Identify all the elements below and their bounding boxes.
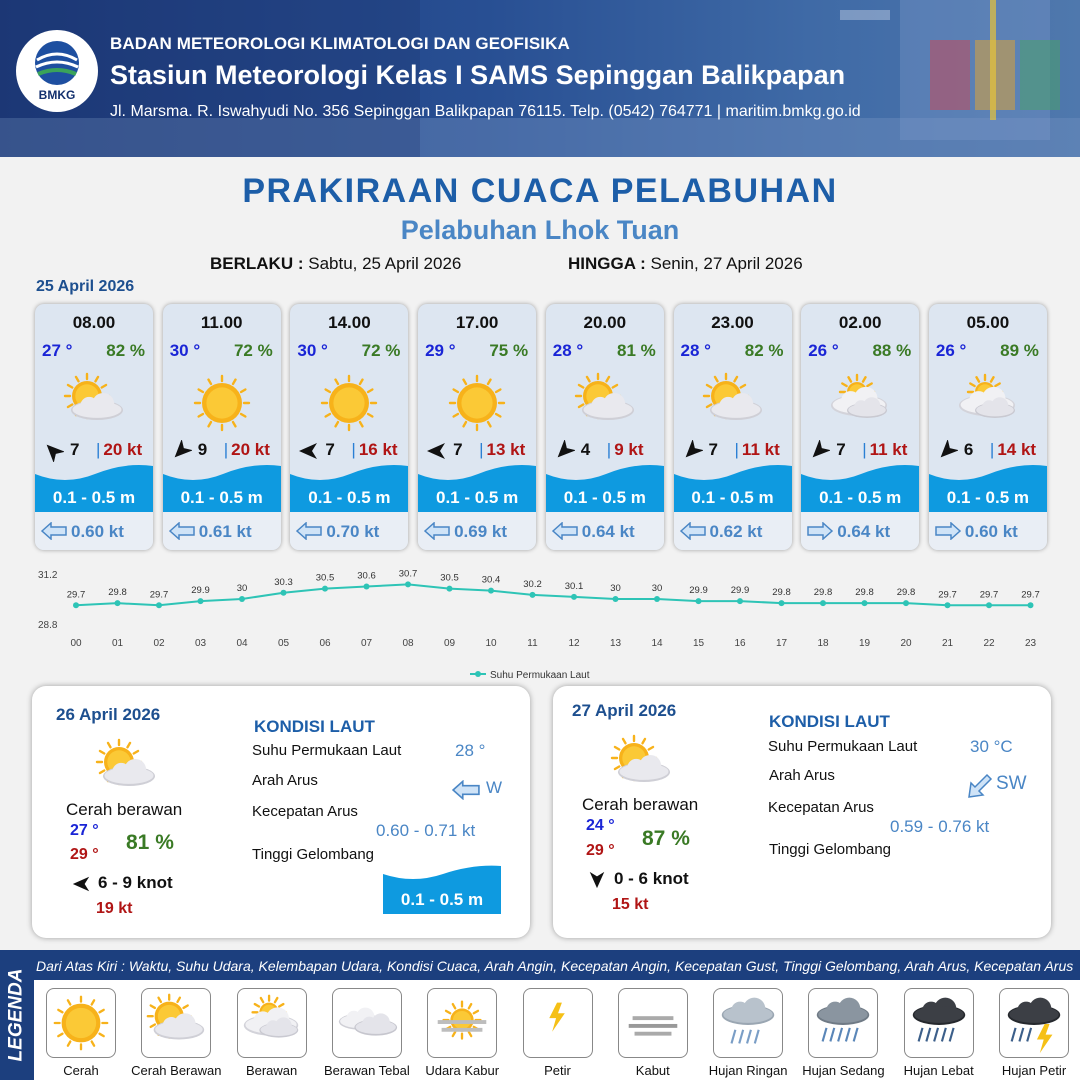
data-point bbox=[488, 588, 494, 594]
data-label: 29.8 bbox=[855, 587, 874, 599]
legend-item-label: Petir bbox=[544, 1063, 571, 1078]
card-wave-height: 0.1 - 0.5 m bbox=[819, 488, 902, 507]
bmkg-emblem-icon bbox=[32, 40, 82, 86]
day2-wave-label: Tinggi Gelombang bbox=[252, 846, 375, 863]
data-point bbox=[115, 600, 121, 606]
x-tick-label: 16 bbox=[734, 638, 746, 649]
day3-wind: 0 - 6 knot bbox=[614, 869, 689, 888]
day3-temp-min: 24 ° bbox=[586, 817, 615, 834]
day2-sst-label: Suhu Permukaan Laut bbox=[252, 742, 402, 759]
x-tick-label: 13 bbox=[609, 638, 622, 649]
cerah-icon bbox=[314, 370, 384, 436]
udara-kabur-icon bbox=[427, 988, 497, 1058]
logo-text: BMKG bbox=[38, 88, 76, 102]
legend-description: Dari Atas Kiri : Waktu, Suhu Udara, Kelembapan Udara, Kondisi Cuaca, Arah Angin, Kecepatan Angin, Kecepatan Gust, Tinggi Gelombang, Arah Arus, Kecepatan Arus bbox=[36, 958, 1074, 974]
day2-date: 26 April 2026 bbox=[56, 705, 161, 724]
card-humidity: 72 % bbox=[361, 341, 401, 360]
valid-from bbox=[210, 254, 461, 274]
x-tick-label: 05 bbox=[277, 638, 290, 649]
data-label: 30 bbox=[651, 583, 663, 594]
data-point bbox=[1028, 602, 1034, 608]
legend-side-label bbox=[0, 950, 32, 1080]
card-wind-speed: 7 bbox=[453, 440, 463, 459]
card-current-speed: 0.70 kt bbox=[326, 522, 380, 541]
data-label: 29.7 bbox=[979, 589, 999, 601]
data-label: 29.7 bbox=[1021, 589, 1040, 601]
card-gust-value: 20 kt bbox=[231, 440, 270, 459]
data-point bbox=[239, 596, 245, 602]
data-point bbox=[73, 602, 79, 608]
card-gust-value: 11 kt bbox=[869, 440, 908, 459]
card-time: 02.00 bbox=[838, 313, 882, 332]
data-label: 29.9 bbox=[689, 585, 708, 597]
card-humidity: 72 % bbox=[233, 341, 273, 360]
card-current-speed: 0.62 kt bbox=[709, 522, 763, 541]
x-tick-label: 23 bbox=[1024, 638, 1037, 649]
cerah-berawan-icon bbox=[605, 732, 677, 798]
y-tick-label: 31.2 bbox=[38, 570, 58, 581]
legend-marker bbox=[475, 671, 481, 677]
card-time: 05.00 bbox=[966, 313, 1010, 332]
data-label: 30.5 bbox=[440, 572, 459, 584]
card-temperature: 30 ° bbox=[297, 341, 328, 360]
data-label: 29.7 bbox=[149, 589, 169, 601]
day3-sea-heading: KONDISI LAUT bbox=[769, 712, 890, 731]
card-current bbox=[674, 512, 792, 550]
x-tick-label: 12 bbox=[568, 638, 580, 649]
data-point bbox=[571, 594, 577, 600]
card-gust: | 14 kt bbox=[989, 440, 1037, 459]
card-wind-speed: 6 bbox=[963, 440, 974, 459]
card-wind-speed: 7 bbox=[325, 440, 335, 459]
day3-sst: 30 °C bbox=[970, 737, 1013, 756]
day3-gust: 15 kt bbox=[612, 896, 649, 913]
card-wave-height: 0.1 - 0.5 m bbox=[308, 488, 391, 507]
card-time: 17.00 bbox=[455, 313, 499, 332]
data-label: 30.4 bbox=[481, 574, 501, 586]
data-point bbox=[862, 600, 868, 606]
wind-arrow-south-west-icon bbox=[553, 440, 575, 462]
card-time: 20.00 bbox=[583, 313, 627, 332]
kabut-icon bbox=[618, 988, 688, 1058]
card-current-speed: 0.64 kt bbox=[581, 522, 635, 541]
card-current bbox=[163, 512, 281, 550]
card-current-speed: 0.61 kt bbox=[198, 522, 252, 541]
cerah-icon bbox=[187, 370, 257, 436]
cerah-berawan-icon bbox=[698, 370, 768, 436]
current-arrow-right-icon bbox=[807, 522, 833, 540]
bmkg-logo bbox=[16, 30, 98, 112]
day2-current-speed: 0.60 - 0.71 kt bbox=[376, 821, 476, 840]
data-point bbox=[737, 598, 743, 604]
card-current-speed: 0.60 kt bbox=[71, 522, 124, 541]
card-temperature: 28 ° bbox=[552, 341, 584, 360]
data-point bbox=[405, 581, 411, 587]
card-time: 08.00 bbox=[72, 313, 116, 332]
legend-item-label: Berawan Tebal bbox=[324, 1063, 410, 1078]
x-tick-label: 03 bbox=[194, 638, 207, 649]
legend-title: LEGENDA bbox=[5, 968, 26, 1062]
card-temperature: 26 ° bbox=[808, 341, 839, 360]
card-humidity: 81 % bbox=[617, 341, 656, 360]
y-tick-label: 28.8 bbox=[38, 620, 58, 631]
day3-humidity: 87 % bbox=[642, 827, 690, 850]
card-humidity: 82 % bbox=[744, 341, 784, 360]
x-tick-label: 19 bbox=[858, 638, 871, 649]
sea-temperature-chart bbox=[30, 562, 1050, 686]
x-tick-label: 22 bbox=[983, 638, 995, 649]
data-label: 29.9 bbox=[730, 585, 750, 597]
current-arrow-west-icon bbox=[452, 780, 480, 800]
forecast-card bbox=[163, 304, 281, 550]
card-time: 14.00 bbox=[328, 313, 371, 332]
current-arrow-left-icon bbox=[169, 522, 195, 540]
valid-to-value: Senin, 27 April 2026 bbox=[650, 254, 803, 273]
series-line bbox=[76, 584, 1031, 605]
data-label: 29.7 bbox=[938, 589, 957, 601]
port-name: Pelabuhan Lhok Tuan bbox=[400, 215, 680, 245]
card-current-speed: 0.64 kt bbox=[837, 522, 891, 541]
card-wind-speed: 7 bbox=[70, 440, 80, 459]
day2-current-speed-label: Kecepatan Arus bbox=[252, 803, 358, 820]
current-arrow-left-icon bbox=[552, 522, 578, 540]
card-wave-height: 0.1 - 0.5 m bbox=[946, 488, 1029, 507]
cerah-berawan-icon bbox=[141, 988, 211, 1058]
data-point bbox=[322, 586, 328, 592]
data-point bbox=[447, 586, 453, 592]
day2-gust: 19 kt bbox=[96, 900, 133, 917]
card-current bbox=[546, 512, 664, 550]
card-temperature: 28 ° bbox=[680, 341, 711, 360]
x-tick-label: 07 bbox=[360, 638, 373, 649]
card-current bbox=[801, 512, 919, 550]
card-temperature: 26 ° bbox=[935, 341, 967, 360]
forecast-card bbox=[546, 304, 664, 550]
legend-item-label: Berawan bbox=[245, 1063, 298, 1078]
data-point bbox=[986, 602, 992, 608]
card-gust: | 20 kt bbox=[223, 440, 270, 459]
wind-arrow-north-west-icon bbox=[42, 440, 64, 462]
station-address: Jl. Marsma. R. Iswahyudi No. 356 Sepinggan Balikpapan 76115. Telp. (0542) 764771 | maritim.bmkg.go.id bbox=[110, 103, 861, 120]
data-label: 29.9 bbox=[191, 585, 210, 597]
card-humidity: 75 % bbox=[489, 341, 529, 360]
card-gust-value: 9 kt bbox=[614, 440, 644, 459]
data-point bbox=[613, 596, 619, 602]
hujan-ringan-icon bbox=[713, 988, 783, 1058]
day1-date: 25 April 2026 bbox=[36, 278, 135, 295]
day2-panel bbox=[32, 686, 530, 938]
day2-humidity: 81 % bbox=[126, 831, 174, 854]
data-label: 30.1 bbox=[564, 580, 584, 592]
x-tick-label: 08 bbox=[402, 638, 414, 649]
forecast-card bbox=[929, 304, 1047, 550]
wind-arrow-west-icon bbox=[70, 874, 92, 894]
data-label: 29.8 bbox=[108, 587, 127, 599]
card-wave-height: 0.1 - 0.5 m bbox=[563, 488, 646, 507]
card-humidity: 89 % bbox=[1000, 341, 1039, 360]
data-point bbox=[696, 598, 702, 604]
x-tick-label: 04 bbox=[236, 638, 248, 649]
forecast-card bbox=[290, 304, 408, 550]
cerah-berawan-icon bbox=[59, 370, 129, 436]
x-tick-label: 11 bbox=[527, 638, 538, 649]
data-point bbox=[820, 600, 826, 606]
legend-items bbox=[34, 980, 1080, 1080]
wind-arrow-south-west-icon bbox=[681, 440, 703, 462]
day3-condition: Cerah berawan bbox=[582, 795, 699, 814]
card-gust-value: 14 kt bbox=[997, 440, 1037, 459]
wind-arrow-west-icon bbox=[297, 440, 319, 462]
card-gust-value: 16 kt bbox=[358, 440, 398, 459]
card-gust: | 11 kt bbox=[862, 440, 908, 459]
data-label: 30.2 bbox=[523, 578, 542, 590]
card-time: 11.00 bbox=[200, 313, 243, 332]
data-label: 30.6 bbox=[357, 570, 376, 582]
forecast-card bbox=[674, 304, 792, 550]
day3-temp-max: 29 ° bbox=[586, 842, 615, 859]
data-label: 30.5 bbox=[315, 572, 335, 584]
hujan-petir-icon bbox=[999, 988, 1069, 1058]
forecast-card bbox=[801, 304, 919, 550]
card-current bbox=[929, 512, 1047, 550]
card-gust: | 20 kt bbox=[96, 440, 143, 459]
card-current-speed: 0.60 kt bbox=[964, 522, 1018, 541]
day2-wave: 0.1 - 0.5 m bbox=[400, 890, 484, 909]
day3-current-speed: 0.59 - 0.76 kt bbox=[890, 817, 990, 836]
petir-icon bbox=[523, 988, 593, 1058]
legend-item-label: Hujan Sedang bbox=[802, 1063, 885, 1078]
card-wave-height: 0.1 - 0.5 m bbox=[180, 488, 263, 507]
day2-temp-max: 29 ° bbox=[70, 846, 99, 863]
forecast-card bbox=[35, 304, 153, 550]
data-label: 30.7 bbox=[398, 568, 418, 580]
card-wave-height: 0.1 - 0.5 m bbox=[691, 488, 774, 507]
card-temperature: 27 ° bbox=[42, 341, 73, 360]
x-tick-label: 18 bbox=[817, 638, 829, 649]
x-tick-label: 21 bbox=[941, 638, 954, 649]
agency-name: BADAN METEOROLOGI KLIMATOLOGI DAN GEOFISIKA bbox=[110, 34, 570, 53]
berawan-tebal-icon bbox=[332, 988, 402, 1058]
card-wind-speed: 4 bbox=[580, 440, 591, 459]
card-temperature: 29 ° bbox=[425, 341, 456, 360]
x-tick-label: 02 bbox=[153, 638, 165, 649]
card-gust-value: 13 kt bbox=[486, 440, 526, 459]
data-label: 29.7 bbox=[66, 589, 86, 601]
x-tick-label: 10 bbox=[485, 638, 497, 649]
day2-temp-min: 27 ° bbox=[70, 822, 99, 839]
data-point bbox=[198, 598, 204, 604]
x-tick-label: 20 bbox=[900, 638, 912, 649]
data-label: 29.8 bbox=[772, 587, 791, 599]
card-gust: | 9 kt bbox=[606, 440, 644, 459]
card-wave-height: 0.1 - 0.5 m bbox=[52, 488, 136, 507]
day2-condition: Cerah berawan bbox=[66, 800, 183, 819]
berawan-icon bbox=[825, 370, 895, 436]
x-tick-label: 15 bbox=[692, 638, 705, 649]
current-arrow-left-icon bbox=[424, 522, 450, 540]
hujan-sedang-icon bbox=[808, 988, 878, 1058]
card-wind-speed: 7 bbox=[836, 440, 846, 459]
card-temperature: 30 ° bbox=[169, 341, 201, 360]
current-arrow-left-icon bbox=[296, 522, 322, 540]
day3-sst-label: Suhu Permukaan Laut bbox=[768, 738, 918, 755]
card-humidity: 82 % bbox=[106, 341, 145, 360]
legend-item-label: Kabut bbox=[635, 1063, 670, 1078]
wind-arrow-south-west-icon bbox=[808, 440, 830, 462]
valid-from-label: BERLAKU : bbox=[210, 254, 304, 273]
data-point bbox=[530, 592, 536, 598]
wind-arrow-south-west-icon bbox=[170, 440, 192, 462]
legend-item-label: Hujan Lebat bbox=[903, 1063, 974, 1078]
x-tick-label: 06 bbox=[319, 638, 331, 649]
valid-to-label: HINGGA : bbox=[568, 254, 646, 273]
cerah-berawan-icon bbox=[90, 736, 162, 802]
page-title: PRAKIRAAN CUACA PELABUHAN bbox=[242, 172, 838, 210]
card-current bbox=[35, 512, 153, 550]
card-wind-speed: 7 bbox=[708, 440, 718, 459]
wind-arrow-west-icon bbox=[425, 440, 447, 462]
card-gust: | 13 kt bbox=[479, 440, 526, 459]
wind-arrow-north-icon bbox=[587, 870, 607, 890]
card-wave-height: 0.1 - 0.5 m bbox=[435, 488, 519, 507]
current-arrow-left-icon bbox=[41, 522, 67, 540]
day2-current-dir: W bbox=[486, 778, 503, 797]
card-current bbox=[418, 512, 536, 550]
card-gust-value: 20 kt bbox=[103, 440, 143, 459]
day2-sst: 28 ° bbox=[455, 741, 486, 760]
x-tick-label: 17 bbox=[775, 638, 788, 649]
data-point bbox=[945, 602, 951, 608]
data-point bbox=[903, 600, 909, 606]
data-point bbox=[779, 600, 785, 606]
card-gust-value: 11 kt bbox=[741, 440, 780, 459]
forecast-card bbox=[418, 304, 536, 550]
card-current-speed: 0.69 kt bbox=[454, 522, 508, 541]
day3-current-dir-label: Arah Arus bbox=[769, 767, 835, 784]
legend-label: Suhu Permukaan Laut bbox=[490, 670, 590, 681]
card-time: 23.00 bbox=[711, 313, 754, 332]
x-tick-label: 09 bbox=[443, 638, 456, 649]
data-point bbox=[654, 596, 660, 602]
current-arrow-left-icon bbox=[680, 522, 706, 540]
day3-wave-label: Tinggi Gelombang bbox=[769, 841, 892, 858]
berawan-icon bbox=[953, 370, 1023, 436]
wind-arrow-south-west-icon bbox=[936, 440, 958, 462]
x-tick-label: 00 bbox=[70, 638, 82, 649]
hujan-lebat-icon bbox=[904, 988, 974, 1058]
berawan-icon bbox=[237, 988, 307, 1058]
x-tick-label: 01 bbox=[111, 638, 124, 649]
cerah-berawan-icon bbox=[570, 370, 640, 436]
valid-from-value: Sabtu, 25 April 2026 bbox=[308, 254, 462, 273]
legend-item-label: Hujan Ringan bbox=[708, 1063, 788, 1078]
cerah-icon bbox=[46, 988, 116, 1058]
day3-panel bbox=[553, 686, 1051, 938]
data-point bbox=[281, 590, 287, 596]
day3-current-dir: SW bbox=[996, 773, 1027, 794]
valid-to bbox=[568, 254, 803, 274]
x-tick-label: 14 bbox=[651, 638, 663, 649]
data-label: 29.8 bbox=[813, 587, 833, 599]
current-arrow-south-west-icon bbox=[967, 773, 993, 799]
current-arrow-right-icon bbox=[935, 522, 961, 540]
data-label: 30 bbox=[236, 583, 248, 594]
day3-current-speed-label: Kecepatan Arus bbox=[768, 799, 874, 816]
data-label: 29.8 bbox=[896, 587, 916, 599]
card-humidity: 88 % bbox=[872, 341, 912, 360]
data-point bbox=[364, 584, 370, 590]
data-label: 30.3 bbox=[274, 576, 293, 588]
card-gust: | 16 kt bbox=[351, 440, 398, 459]
day3-date: 27 April 2026 bbox=[572, 701, 677, 720]
day2-current-dir-label: Arah Arus bbox=[252, 772, 318, 789]
data-label: 30 bbox=[610, 583, 621, 594]
card-wind-speed: 9 bbox=[197, 440, 208, 459]
day2-wind: 6 - 9 knot bbox=[98, 873, 173, 892]
data-point bbox=[156, 602, 162, 608]
legend-item-label: Cerah bbox=[63, 1063, 99, 1078]
station-name: Stasiun Meteorologi Kelas I SAMS Sepinggan Balikpapan bbox=[110, 60, 846, 90]
card-gust: | 11 kt bbox=[734, 440, 780, 459]
legend-item-label: Hujan Petir bbox=[1001, 1063, 1067, 1078]
card-current bbox=[290, 512, 408, 550]
day2-sea-heading: KONDISI LAUT bbox=[254, 717, 375, 736]
legend-item-label: Udara Kabur bbox=[425, 1063, 500, 1078]
cerah-icon bbox=[442, 370, 512, 436]
legend-item-label: Cerah Berawan bbox=[131, 1063, 222, 1078]
